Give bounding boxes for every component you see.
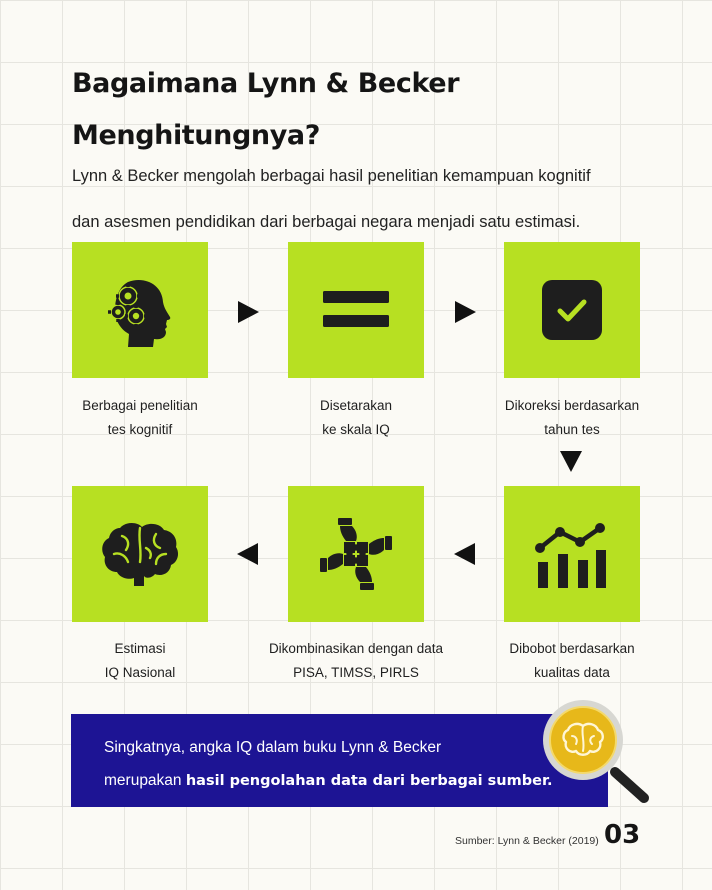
arrow-right-2-icon — [453, 300, 477, 324]
equals-icon — [321, 285, 391, 335]
summary-line-2-bold: hasil pengolahan data dari berbagai sumber. — [185, 773, 553, 789]
step-2-caption-line-1: Disetarakan — [319, 398, 393, 413]
step-6-caption — [40, 637, 240, 685]
arrow-down-icon — [559, 449, 583, 473]
arrow-right-1-icon — [236, 300, 260, 324]
step-5-box — [288, 486, 424, 622]
brain-icon — [100, 520, 180, 588]
step-3-caption-line-2: tahun tes — [544, 422, 600, 437]
title-line-1: Bagaimana Lynn & Becker — [72, 68, 460, 99]
head-gears-icon — [100, 270, 180, 350]
step-6-caption-line-1: Estimasi — [114, 641, 166, 656]
step-1-caption-line-1: Berbagai penelitian — [82, 398, 198, 413]
step-6-box — [72, 486, 208, 622]
intro-paragraph — [72, 153, 644, 245]
step-4-caption-line-2: kualitas data — [534, 665, 610, 680]
checkbox-icon — [541, 279, 603, 341]
intro-line-1: Lynn & Becker mengolah berbagai hasil penelitian kemampuan kognitif — [72, 167, 591, 185]
step-3-box — [504, 242, 640, 378]
step-1-box — [72, 242, 208, 378]
page-number: 03 — [604, 820, 641, 850]
summary-line-1: Singkatnya, angka IQ dalam buku Lynn & Becker — [104, 739, 442, 756]
summary-line-2-plain: merupakan — [104, 772, 186, 789]
step-4-caption-line-1: Dibobot berdasarkan — [509, 641, 635, 656]
step-4-caption — [472, 637, 672, 685]
intro-line-2: dan asesmen pendidikan dari berbagai negara menjadi satu estimasi. — [72, 213, 581, 231]
arrow-left-2-icon — [236, 542, 260, 566]
step-5-caption — [256, 637, 456, 685]
summary-line-2 — [104, 764, 608, 798]
step-5-caption-line-2: PISA, TIMSS, PIRLS — [293, 665, 419, 680]
step-4-box — [504, 486, 640, 622]
step-3-caption-line-1: Dikoreksi berdasarkan — [504, 398, 640, 413]
page-title — [72, 58, 632, 162]
arrow-left-1-icon — [453, 542, 477, 566]
magnifier-brain-icon — [540, 694, 658, 812]
step-2-caption — [256, 394, 456, 442]
title-line-2: Menghitungnya? — [72, 120, 320, 151]
summary-box — [71, 714, 608, 807]
chart-trend-icon — [534, 516, 610, 592]
step-2-box — [288, 242, 424, 378]
puzzle-hands-icon — [316, 514, 396, 594]
step-3-caption — [472, 394, 672, 442]
source-citation: Sumber: Lynn & Becker (2019) — [455, 835, 599, 847]
step-5-caption-line-1: Dikombinasikan dengan data — [268, 641, 444, 656]
step-2-caption-line-2: ke skala IQ — [322, 422, 390, 437]
step-1-caption — [40, 394, 240, 442]
step-6-caption-line-2: IQ Nasional — [104, 665, 176, 680]
step-1-caption-line-2: tes kognitif — [107, 422, 173, 437]
